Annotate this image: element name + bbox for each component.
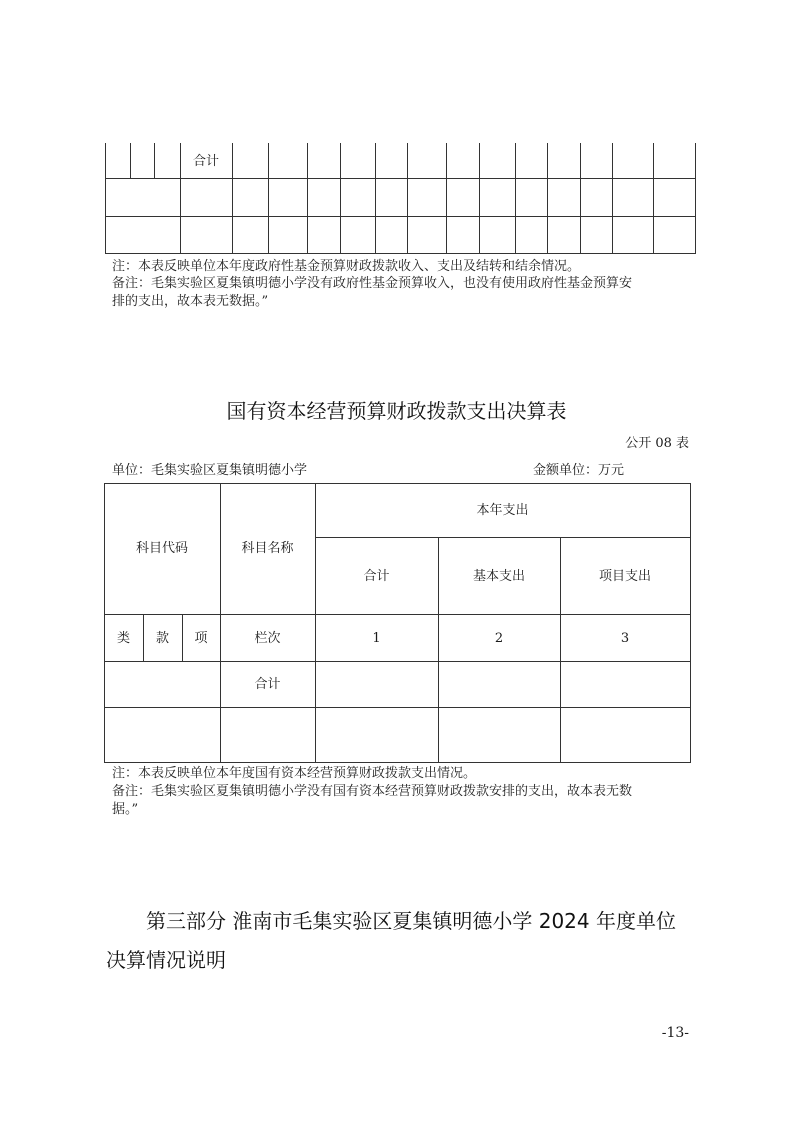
- header-subject-code: 科目代码: [135, 541, 188, 556]
- section-heading-line1: 第三部分 淮南市毛集实验区夏集镇明德小学 2024 年度单位: [146, 909, 676, 933]
- previous-table-remark-line1: 备注：毛集实验区夏集镇明德小学没有政府性基金预算收入，也没有使用政府性基金预算安: [112, 276, 633, 291]
- header-current-year-expense: 本年支出: [476, 503, 529, 518]
- page-number: -13-: [661, 1025, 689, 1041]
- header-column-index: 栏次: [254, 631, 281, 646]
- column-number-2: 2: [494, 631, 504, 646]
- header-category: 类: [116, 631, 130, 646]
- table-note: 注：本表反映单位本年度国有资本经营预算财政拨款支出情况。: [112, 766, 477, 781]
- header-project-expense: 项目支出: [598, 569, 651, 584]
- header-item: 项: [194, 631, 208, 646]
- previous-table-total-label: 合计: [192, 154, 219, 169]
- amount-unit: 金额单位：万元: [533, 463, 625, 478]
- unit-label: 单位：毛集实验区夏集镇明德小学: [112, 463, 308, 478]
- column-number-1: 1: [372, 631, 381, 646]
- header-subject-name: 科目名称: [241, 541, 294, 556]
- row-name: 合计: [254, 677, 281, 692]
- header-basic-expense: 基本支出: [472, 569, 525, 584]
- table-remark-line2: 据。”: [112, 802, 139, 817]
- header-section: 款: [155, 631, 169, 646]
- form-number: 公开 08 表: [625, 436, 689, 451]
- previous-table-note: 注：本表反映单位本年度政府性基金预算财政拨款收入、支出及结转和结余情况。: [112, 259, 581, 274]
- section-heading-line2: 决算情况说明: [106, 948, 226, 972]
- table-title: 国有资本经营预算财政拨款支出决算表: [226, 399, 567, 423]
- header-total: 合计: [363, 569, 390, 584]
- column-number-3: 3: [620, 631, 630, 646]
- table-remark-line1: 备注：毛集实验区夏集镇明德小学没有国有资本经营预算财政拨款安排的支出，故本表无数: [112, 784, 633, 799]
- previous-table-remark-line2: 排的支出，故本表无数据。”: [112, 294, 269, 309]
